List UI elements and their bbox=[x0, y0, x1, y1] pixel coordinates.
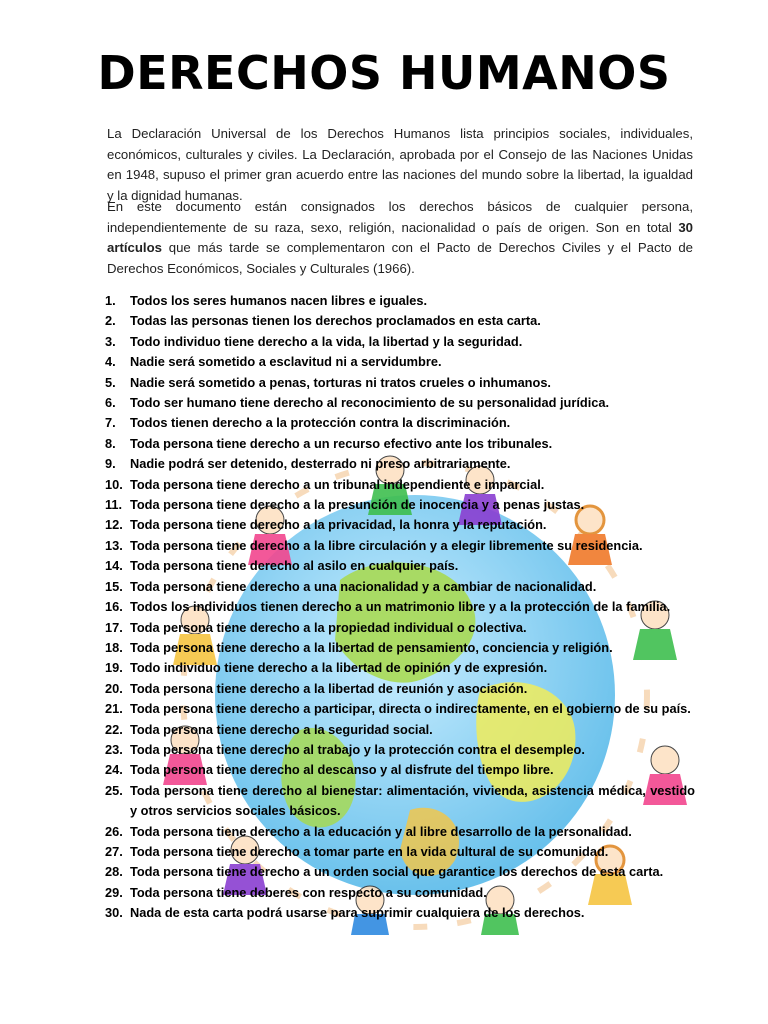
article-number: 18. bbox=[105, 639, 123, 655]
articles-list bbox=[105, 291, 695, 924]
article-text: Todos tienen derecho a la protección contra la discriminación. bbox=[130, 415, 511, 431]
article-number: 3. bbox=[105, 333, 116, 349]
article-text: Toda persona tiene derecho a la libertad de reunión y asociación. bbox=[130, 680, 528, 696]
article-item bbox=[105, 373, 695, 393]
article-item bbox=[105, 638, 695, 658]
intro-paragraph-1: La Declaración Universal de los Derechos Humanos lista principios sociales, individuales, económicos, culturales y civiles. La Declaración, aprobada por el Consejo de las Naciones Unidas en 1948, supuso el primer gran acuerdo entre las naciones del mundo sobre la libertad, la igualdad y la dignidad humanas. bbox=[107, 126, 693, 203]
article-item bbox=[105, 618, 695, 638]
article-text: Todo individuo tiene derecho a la libertad de opinión y de expresión. bbox=[130, 660, 548, 676]
article-item bbox=[105, 577, 695, 597]
article-item bbox=[105, 454, 695, 474]
article-item bbox=[105, 475, 695, 495]
article-item bbox=[105, 740, 695, 760]
article-number: 21. bbox=[105, 701, 123, 717]
article-number: 4. bbox=[105, 354, 116, 370]
article-number: 7. bbox=[105, 415, 116, 431]
article-number: 30. bbox=[105, 905, 123, 921]
article-item bbox=[105, 291, 695, 311]
article-number: 16. bbox=[105, 599, 123, 615]
article-text: Toda persona tiene deberes con respecto a su comunidad. bbox=[130, 884, 487, 900]
article-text: Toda persona tiene derecho al trabajo y la protección contra el desempleo. bbox=[130, 741, 585, 757]
article-text: Toda persona tiene derecho a un recurso efectivo ante los tribunales. bbox=[130, 435, 553, 451]
article-item bbox=[105, 679, 695, 699]
article-item bbox=[105, 699, 695, 719]
article-item bbox=[105, 883, 695, 903]
article-number: 14. bbox=[105, 558, 123, 574]
article-item bbox=[105, 536, 695, 556]
article-number: 28. bbox=[105, 864, 123, 880]
article-text: Toda persona tiene derecho al descanso y al disfrute del tiempo libre. bbox=[130, 762, 554, 778]
article-text: Nada de esta carta podrá usarse para suprimir cualquiera de los derechos. bbox=[130, 905, 585, 921]
article-text: Toda persona tiene derecho a la libertad de pensamiento, conciencia y religión. bbox=[130, 639, 613, 655]
article-item bbox=[105, 781, 695, 822]
article-number: 6. bbox=[105, 395, 116, 411]
article-text: Toda persona tiene derecho a la educación y al libre desarrollo de la personalidad. bbox=[130, 823, 632, 839]
article-item bbox=[105, 597, 695, 617]
article-number: 15. bbox=[105, 578, 123, 594]
article-text: Nadie será sometido a esclavitud ni a servidumbre. bbox=[130, 354, 442, 370]
article-number: 1. bbox=[105, 293, 116, 308]
article-item bbox=[105, 413, 695, 433]
article-item bbox=[105, 822, 695, 842]
article-item bbox=[105, 393, 695, 413]
article-text: Toda persona tiene derecho a la presunción de inocencia y a penas justas. bbox=[130, 497, 585, 513]
article-number: 2. bbox=[105, 313, 116, 329]
article-item bbox=[105, 352, 695, 372]
article-item bbox=[105, 495, 695, 515]
article-text: Toda persona tiene derecho al asilo en cualquier país. bbox=[130, 558, 459, 574]
article-number: 11. bbox=[105, 497, 123, 513]
article-number: 22. bbox=[105, 721, 123, 737]
article-number: 27. bbox=[105, 843, 123, 859]
article-text: Toda persona tiene derecho a la seguridad social. bbox=[130, 721, 433, 737]
article-number: 8. bbox=[105, 435, 116, 451]
article-item bbox=[105, 842, 695, 862]
article-item bbox=[105, 760, 695, 780]
article-text: Todos los individuos tienen derecho a un matrimonio libre y a la protección de la familia. bbox=[130, 599, 671, 615]
article-item bbox=[105, 556, 695, 576]
article-number: 25. bbox=[105, 782, 123, 798]
article-number: 23. bbox=[105, 741, 123, 757]
intro-text: En este documento están consignados los derechos básicos de cualquier persona, independientemente de su raza, sexo, religión, nacionalidad o país de origen. Son en total bbox=[107, 199, 693, 235]
article-text: Todo ser humano tiene derecho al reconocimiento de su personalidad jurídica. bbox=[130, 395, 610, 411]
article-text: Toda persona tiene derecho a un orden social que garantice los derechos de esta carta. bbox=[130, 864, 664, 880]
article-item bbox=[105, 903, 695, 923]
intro-text: que más tarde se complementaron con el Pacto de Derechos Civiles y el Pacto de Derechos Económicos, Sociales y Culturales (1966). bbox=[107, 240, 693, 276]
article-number: 24. bbox=[105, 762, 123, 778]
article-text: Todas las personas tienen los derechos proclamados en esta carta. bbox=[130, 313, 541, 329]
article-item bbox=[105, 862, 695, 882]
article-number: 5. bbox=[105, 374, 116, 390]
article-text: Toda persona tiene derecho a un tribunal independiente e imparcial. bbox=[130, 476, 545, 492]
article-item bbox=[105, 515, 695, 535]
article-text: Nadie podrá ser detenido, desterrado ni preso arbitrariamente. bbox=[130, 456, 511, 472]
page-title: DERECHOS HUMANOS bbox=[97, 46, 671, 100]
article-text: Todos los seres humanos nacen libres e iguales. bbox=[130, 293, 428, 308]
article-text: Nadie será sometido a penas, torturas ni tratos crueles o inhumanos. bbox=[130, 374, 551, 390]
intro-paragraph-2 bbox=[107, 197, 693, 279]
article-text: Todo individuo tiene derecho a la vida, la libertad y la seguridad. bbox=[130, 333, 523, 349]
article-number: 19. bbox=[105, 660, 123, 676]
article-text: Toda persona tiene derecho a participar, directa o indirectamente, en el gobierno de su país. bbox=[130, 701, 691, 717]
article-number: 29. bbox=[105, 884, 123, 900]
article-item bbox=[105, 434, 695, 454]
article-number: 26. bbox=[105, 823, 123, 839]
article-text: Toda persona tiene derecho a la libre circulación y a elegir libremente su residencia. bbox=[130, 537, 643, 553]
article-number: 17. bbox=[105, 619, 123, 635]
intro-bold-count: 30 artículos bbox=[107, 219, 693, 255]
article-text: Toda persona tiene derecho a la propiedad individual o colectiva. bbox=[130, 619, 527, 635]
article-item bbox=[105, 658, 695, 678]
article-item bbox=[105, 311, 695, 331]
article-number: 13. bbox=[105, 537, 123, 553]
article-number: 9. bbox=[105, 456, 116, 472]
article-item bbox=[105, 720, 695, 740]
article-number: 10. bbox=[105, 476, 123, 492]
article-number: 20. bbox=[105, 680, 123, 696]
article-text: Toda persona tiene derecho a la privacidad, la honra y la reputación. bbox=[130, 517, 547, 533]
article-text: Toda persona tiene derecho a tomar parte en la vida cultural de su comunidad. bbox=[130, 843, 609, 859]
article-number: 12. bbox=[105, 517, 123, 533]
article-item bbox=[105, 332, 695, 352]
article-text: Toda persona tiene derecho al bienestar: alimentación, vivienda, asistencia médica, vestido y otros servicios sociales básicos. bbox=[130, 782, 695, 819]
article-text: Toda persona tiene derecho a una nacionalidad y a cambiar de nacionalidad. bbox=[130, 578, 597, 594]
